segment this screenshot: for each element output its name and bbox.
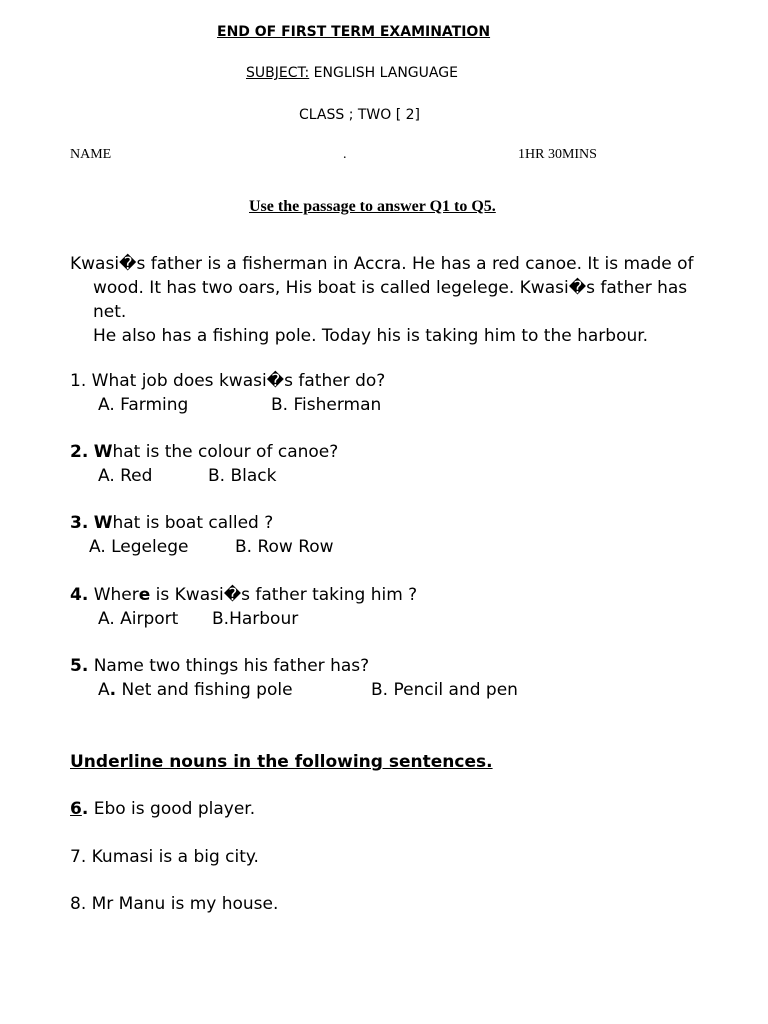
item-6-text: Ebo is good player. (88, 799, 256, 819)
item-6 (70, 799, 255, 819)
question-5-option-a (98, 680, 293, 700)
question-4-option-a: A. Airport (98, 609, 179, 629)
exam-title: END OF FIRST TERM EXAMINATION (217, 24, 491, 40)
class-line: CLASS ; TWO [ 2] (299, 107, 421, 123)
passage-line-3: He also has a fishing pole. Today his is taking him to the harbour. (93, 326, 649, 346)
question-2-option-b: B. Black (208, 466, 277, 486)
question-2-text: hat is the colour of canoe? (112, 442, 339, 462)
item-7: 7. Kumasi is a big city. (70, 847, 259, 867)
question-4-text: is Kwasi�s father taking him ? (150, 585, 418, 605)
question-3-option-b: B. Row Row (235, 537, 334, 557)
passage-instruction: Use the passage to answer Q1 to Q5. (249, 198, 496, 215)
question-5-number: 5. (70, 656, 89, 676)
question-3-number: 3. (70, 513, 89, 533)
item-6-dot: . (81, 799, 89, 819)
question-3-text: hat is boat called ? (112, 513, 274, 533)
question-3-option-a: A. Legelege (89, 537, 189, 557)
question-5-option-b: B. Pencil and pen (371, 680, 518, 700)
question-4-option-b: B.Harbour (212, 609, 299, 629)
question-1-text: What job does kwasi�s father do? (86, 371, 386, 391)
question-4-bold-char: e (138, 585, 151, 605)
question-5-option-a-text: Net and fishing pole (116, 680, 293, 700)
section-2-heading: Underline nouns in the following sentences. (70, 752, 493, 772)
name-label: NAME (70, 147, 112, 162)
question-5 (70, 656, 369, 676)
name-dot: . (343, 147, 347, 162)
question-5-option-a-dot: . (109, 680, 117, 700)
item-8: 8. Mr Manu is my house. (70, 894, 279, 914)
question-2 (70, 442, 338, 462)
subject-value: ENGLISH LANGUAGE (309, 65, 458, 81)
question-1-number: 1. (70, 371, 87, 391)
question-2-first-letter: W (93, 442, 113, 462)
question-3 (70, 513, 273, 533)
question-4-number: 4. (70, 585, 89, 605)
question-1 (70, 371, 385, 391)
item-6-number: 6 (70, 799, 82, 819)
question-2-number: 2. (70, 442, 89, 462)
question-2-option-a: A. Red (98, 466, 153, 486)
question-1-option-a: A. Farming (98, 395, 189, 415)
passage (70, 252, 710, 348)
question-4-pre: Wher (88, 585, 139, 605)
question-5-text: Name two things his father has? (88, 656, 370, 676)
subject-line (246, 65, 458, 81)
question-1-option-b: B. Fisherman (271, 395, 382, 415)
passage-line-1: Kwasi�s father is a fisherman in Accra. He has a red canoe. It is made of (70, 254, 694, 274)
question-5-option-a-letter: A (98, 680, 110, 700)
subject-label: SUBJECT: (246, 65, 310, 81)
question-3-first-letter: W (93, 513, 113, 533)
duration-label: 1HR 30MINS (518, 147, 597, 162)
question-4 (70, 585, 417, 605)
passage-line-2: wood. It has two oars, His boat is called legelege. Kwasi�s father has net. (93, 278, 688, 322)
